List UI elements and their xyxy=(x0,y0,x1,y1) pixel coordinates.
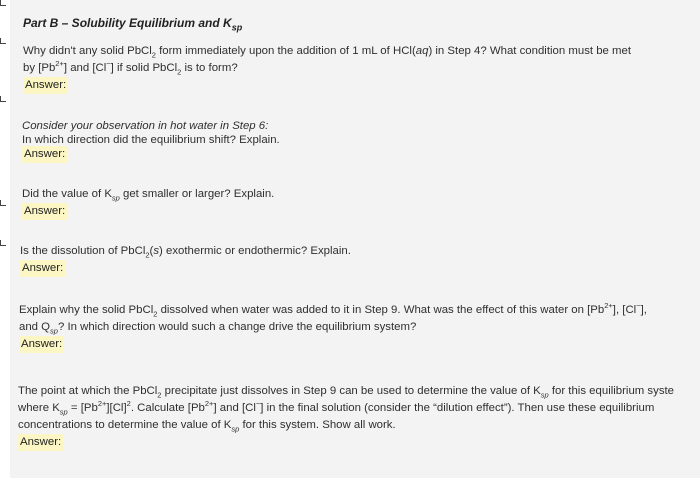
question-1 xyxy=(23,43,631,94)
section-title: Part B – Solubility Equilibrium and $K_{sp}$ xyxy=(23,16,243,33)
question-3 xyxy=(22,186,274,220)
question-5-line-2: and $Q_{sp}$? In which direction would such a change drive the equilibrium system? xyxy=(19,321,417,336)
margin-mark xyxy=(0,96,6,102)
answer-label: Answer: xyxy=(22,203,67,220)
question-4-text: Is the dissolution of PbCl$_2$(s) exothermic or endothermic? Explain. xyxy=(20,245,351,260)
answer-label: Answer: xyxy=(18,434,63,451)
question-6 xyxy=(18,383,674,451)
question-4 xyxy=(20,243,351,277)
question-2-line-2: In which direction did the equilibrium shift? Explain. xyxy=(22,134,280,146)
margin-mark xyxy=(0,200,6,206)
left-margin xyxy=(0,0,10,478)
question-5-line-1: Explain why the solid PbCl$_2$ dissolved when water was added to it in Step 9. What was the effect of this water on $[Pb^{2+}]$, [Cl−], xyxy=(19,301,647,319)
margin-mark xyxy=(0,0,6,6)
question-2 xyxy=(22,118,280,163)
question-2-line-1: Consider your observation in hot water in Step 6: xyxy=(22,120,269,132)
question-6-line-3: concentrations to determine the value of $K_{sp}$ for this system. Show all work. xyxy=(18,419,396,434)
question-6-line-1: The point at which the PbCl$_2$ precipitate just dissolves in Step 9 can be used to determine the value of $K_{sp}$ for this equilibrium syste xyxy=(18,385,675,400)
question-6-line-2: where $K_{sp} = [Pb^{2+}][Cl]^2$. Calculate $[Pb^{2+}]$ and [Cl−] in the final solution (consider the “dilution effect”). Then use these equilibrium xyxy=(18,399,655,417)
answer-label: Answer: xyxy=(23,77,68,94)
question-3-text: Did the value of $K_{sp}$ get smaller or larger? Explain. xyxy=(22,188,275,203)
margin-mark xyxy=(0,240,6,246)
margin-mark xyxy=(0,38,6,44)
answer-label: Answer: xyxy=(20,260,65,277)
question-1-line-2: by $[Pb^{2+}]$ and [Cl−] if solid PbCl$_2$ is to form? xyxy=(23,59,238,77)
answer-label: Answer: xyxy=(22,146,67,163)
question-1-line-1: Why didn't any solid PbCl$_2$ form immediately upon the addition of 1 mL of HCl(aq) in Step 4? What condition must be met xyxy=(23,45,632,60)
question-5 xyxy=(19,302,647,353)
answer-label: Answer: xyxy=(19,336,64,353)
